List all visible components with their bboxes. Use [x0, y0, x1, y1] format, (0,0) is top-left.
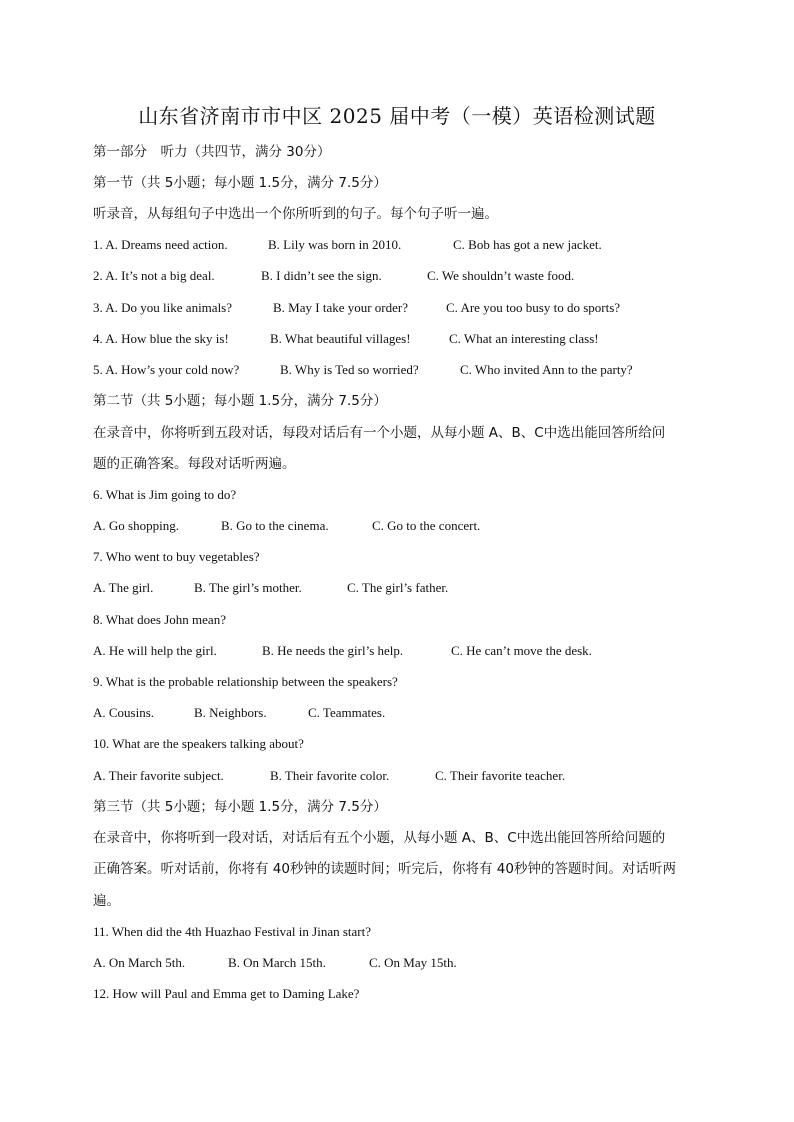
question-6-option-c: C. Go to the concert. — [372, 518, 481, 533]
question-9: 9. What is the probable relationship between the speakers? — [93, 674, 398, 689]
item-4-option-a: 4. A. How blue the sky is! — [93, 331, 229, 346]
item-1-option-b: B. Lily was born in 2010. — [268, 237, 402, 252]
section2-heading: 第二节（共 5小题；每小题 1.5分，满分 7.5分） — [93, 393, 387, 409]
question-10-option-b: B. Their favorite color. — [270, 768, 390, 783]
question-8-option-a: A. He will help the girl. — [93, 643, 217, 658]
question-9-option-b: B. Neighbors. — [194, 705, 267, 720]
item-2-option-b: B. I didn’t see the sign. — [261, 268, 382, 283]
part1-heading: 第一部分 听力（共四节，满分 30分） — [93, 144, 331, 160]
question-8-option-b: B. He needs the girl’s help. — [262, 643, 404, 658]
question-11-option-a: A. On March 5th. — [93, 955, 186, 970]
section3-instruction-line2: 正确答案。听对话前，你将有 40秒钟的读题时间；听完后，你将有 40秒钟的答题时间。对话听两 — [93, 861, 676, 877]
section2-instruction-line2: 题的正确答案。每段对话听两遍。 — [93, 456, 296, 472]
item-5-option-b: B. Why is Ted so worried? — [280, 362, 419, 377]
item-3-option-b: B. May I take your order? — [273, 300, 409, 315]
question-9-option-c: C. Teammates. — [308, 705, 386, 720]
question-7: 7. Who went to buy vegetables? — [93, 549, 260, 564]
question-8: 8. What does John mean? — [93, 612, 226, 627]
item-3-option-c: C. Are you too busy to do sports? — [446, 300, 621, 315]
question-10-option-c: C. Their favorite teacher. — [435, 768, 566, 783]
question-10: 10. What are the speakers talking about? — [93, 736, 304, 751]
question-9-option-a: A. Cousins. — [93, 705, 155, 720]
item-5-option-c: C. Who invited Ann to the party? — [460, 362, 633, 377]
section1-instruction: 听录音，从每组句子中选出一个你所听到的句子。每个句子听一遍。 — [93, 206, 498, 222]
section1-heading: 第一节（共 5小题；每小题 1.5分，满分 7.5分） — [93, 175, 387, 191]
section3-instruction-line1: 在录音中，你将听到一段对话，对话后有五个小题，从每小题 A、B、C中选出能回答所给问题的 — [93, 830, 666, 846]
item-4-option-c: C. What an interesting class! — [449, 331, 599, 346]
question-8-option-c: C. He can’t move the desk. — [451, 643, 592, 658]
question-10-option-a: A. Their favorite subject. — [93, 768, 224, 783]
section3-heading: 第三节（共 5小题；每小题 1.5分，满分 7.5分） — [93, 799, 387, 815]
item-2-option-c: C. We shouldn’t waste food. — [427, 268, 575, 283]
section3-instruction-line3: 遍。 — [93, 893, 120, 909]
question-6: 6. What is Jim going to do? — [93, 487, 237, 502]
question-6-option-b: B. Go to the cinema. — [221, 518, 329, 533]
item-5-option-a: 5. A. How’s your cold now? — [93, 362, 240, 377]
item-1-option-c: C. Bob has got a new jacket. — [453, 237, 602, 252]
question-7-option-b: B. The girl’s mother. — [194, 580, 302, 595]
item-4-option-b: B. What beautiful villages! — [270, 331, 411, 346]
question-7-option-c: C. The girl’s father. — [347, 580, 449, 595]
question-11-option-b: B. On March 15th. — [228, 955, 326, 970]
question-12: 12. How will Paul and Emma get to Daming Lake? — [93, 986, 360, 1001]
question-11: 11. When did the 4th Huazhao Festival in Jinan start? — [93, 924, 371, 939]
section2-instruction-line1: 在录音中，你将听到五段对话，每段对话后有一个小题，从每小题 A、B、C中选出能回答所给问 — [93, 425, 666, 441]
item-1-option-a: 1. A. Dreams need action. — [93, 237, 228, 252]
item-3-option-a: 3. A. Do you like animals? — [93, 300, 233, 315]
question-11-option-c: C. On May 15th. — [369, 955, 457, 970]
item-2-option-a: 2. A. It’s not a big deal. — [93, 268, 215, 283]
page-title: 山东省济南市市中区 2025 届中考（一模）英语检测试题 — [138, 104, 656, 128]
question-7-option-a: A. The girl. — [93, 580, 154, 595]
question-6-option-a: A. Go shopping. — [93, 518, 179, 533]
